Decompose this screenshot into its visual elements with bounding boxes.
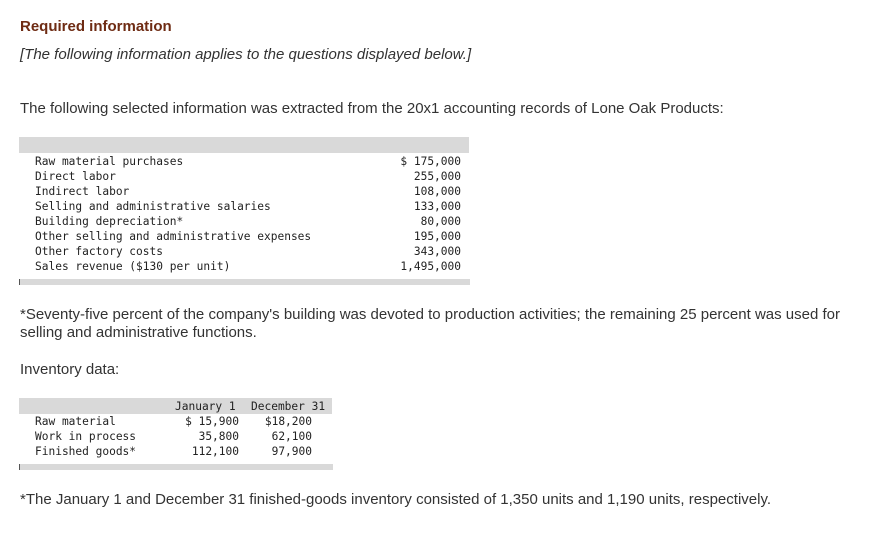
row-label: Sales revenue ($130 per unit) (35, 260, 231, 273)
table-bottom-rule (19, 279, 470, 285)
info-subheading: [The following information applies to the questions displayed below.] (20, 46, 472, 63)
row-label: Direct labor (35, 170, 116, 183)
row-label: Raw material purchases (35, 155, 184, 168)
intro-text: The following selected information was extracted from the 20x1 accounting records of Lone Oak Products: (20, 100, 724, 117)
inventory-jan-value: 112,100 (191, 445, 239, 458)
inventory-row-label: Raw material (35, 415, 116, 428)
row-label: Building depreciation* (35, 215, 184, 228)
table-row (35, 199, 461, 214)
row-value: 1,495,000 (400, 260, 461, 273)
table-row (35, 259, 461, 274)
inventory-row-label: Finished goods* (35, 445, 137, 458)
row-value: 195,000 (413, 230, 461, 243)
col-header-jan: January 1 (175, 400, 236, 413)
table-row (35, 244, 461, 259)
inventory-data-label: Inventory data: (20, 361, 120, 378)
inventory-dec-value: $18,200 (264, 415, 312, 428)
inventory-jan-value: 35,800 (198, 430, 239, 443)
row-value: 343,000 (413, 245, 461, 258)
row-value: 80,000 (420, 215, 461, 228)
inventory-dec-value: 62,100 (271, 430, 312, 443)
table-row (35, 214, 461, 229)
row-value: 255,000 (413, 170, 461, 183)
finished-goods-footnote: *The January 1 and December 31 finished-goods inventory consisted of 1,350 units and 1,190 units, respectively. (20, 491, 772, 508)
row-label: Other factory costs (35, 245, 163, 258)
row-label: Indirect labor (35, 185, 130, 198)
table-row (35, 169, 461, 184)
table-rows (35, 154, 461, 274)
inventory-bottom-rule (19, 464, 333, 470)
building-footnote: *Seventy-five percent of the company's building was devoted to production activities; the remaining 25 percent was used for selling and administrative functions. (20, 306, 840, 341)
row-value: $ 175,000 (400, 155, 461, 168)
row-value: 133,000 (413, 200, 461, 213)
table-header-bar (19, 137, 469, 153)
inventory-row-label: Work in process (35, 430, 137, 443)
table-row (35, 154, 461, 169)
inventory-table (19, 398, 332, 474)
row-label: Other selling and administrative expenses (35, 230, 312, 243)
table-row (35, 229, 461, 244)
col-header-dec: December 31 (251, 400, 326, 413)
accounting-records-table (19, 137, 469, 287)
required-info-heading: Required information (20, 18, 172, 35)
row-label: Selling and administrative salaries (35, 200, 271, 213)
inventory-dec-value: 97,900 (271, 445, 312, 458)
row-value: 108,000 (413, 185, 461, 198)
table-row (35, 184, 461, 199)
inventory-jan-value: $ 15,900 (185, 415, 239, 428)
